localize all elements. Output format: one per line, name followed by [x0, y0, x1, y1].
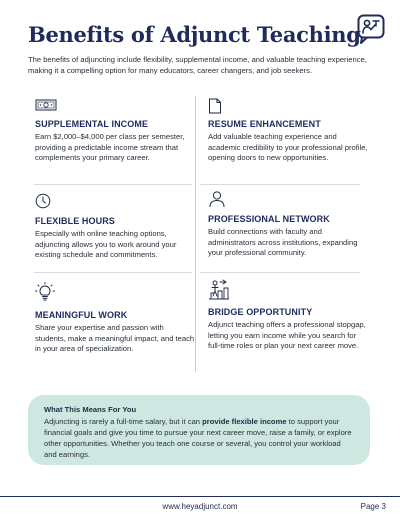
- person-icon: [208, 190, 228, 210]
- callout-text-bold: provide flexible income: [202, 417, 287, 426]
- grid-divider-right-1: [200, 184, 360, 185]
- benefit-text: Especially with online teaching options, adjuncting allows you to work around your existing schedule and commitments.: [35, 229, 177, 259]
- what-this-means-callout: [28, 395, 370, 465]
- benefit-title: RESUME ENHANCEMENT: [208, 119, 321, 129]
- benefit-text: Earn $2,000–$4,000 per class per semester, providing a predictable income stream that complements your primary career.: [35, 132, 185, 162]
- page-title: Benefits of Adjunct Teaching: [28, 22, 361, 47]
- benefit-title: MEANINGFUL WORK: [35, 310, 128, 320]
- lightbulb-icon: [35, 282, 55, 302]
- money-icon: [35, 98, 55, 118]
- benefit-title: PROFESSIONAL NETWORK: [208, 214, 330, 224]
- footer-url[interactable]: www.heyadjunct.com: [162, 502, 238, 511]
- benefit-title: SUPPLEMENTAL INCOME: [35, 119, 149, 129]
- callout-heading: What This Means For You: [44, 405, 137, 414]
- benefit-title: BRIDGE OPPORTUNITY: [208, 307, 313, 317]
- grid-divider-right-2: [200, 272, 360, 273]
- benefit-text: Share your expertise and passion with students, make a meaningful impact, and teach in your area of specialization.: [35, 323, 195, 353]
- document-icon: [208, 98, 228, 118]
- callout-text-end: to support your financial goals and give you time to pursue your next career move, raise a family, or explore other opportunities. Whether you teach one course or several, you control your workload and earnings.: [44, 417, 352, 459]
- benefit-text: Build connections with faculty and administrators across institutions, expanding your professional community.: [208, 227, 358, 257]
- callout-text-start: Adjuncting is rarely a full-time salary, but it can: [44, 417, 203, 426]
- grid-vertical-divider: [195, 96, 196, 372]
- intro-paragraph: The benefits of adjuncting include flexibility, supplemental income, and valuable teaching experience, making it a compelling option for many educators, career changers, and job seekers.: [28, 55, 367, 75]
- callout-text: [44, 416, 354, 460]
- benefit-text: Adjunct teaching offers a professional stopgap, letting you earn income while you search for full-time roles or plan your next career move.: [208, 320, 366, 350]
- page-number: Page 3: [360, 502, 386, 511]
- grid-divider-left-1: [34, 184, 192, 185]
- bridge-person-icon: [208, 279, 228, 299]
- grid-divider-left-2: [34, 272, 192, 273]
- footer-divider: [0, 496, 400, 497]
- clock-icon: [35, 193, 55, 213]
- brand-logo-icon: [357, 14, 385, 44]
- benefit-text: Add valuable teaching experience and academic credibility to your professional profile, opening doors to new opportunities.: [208, 132, 368, 162]
- benefit-title: FLEXIBLE HOURS: [35, 216, 115, 226]
